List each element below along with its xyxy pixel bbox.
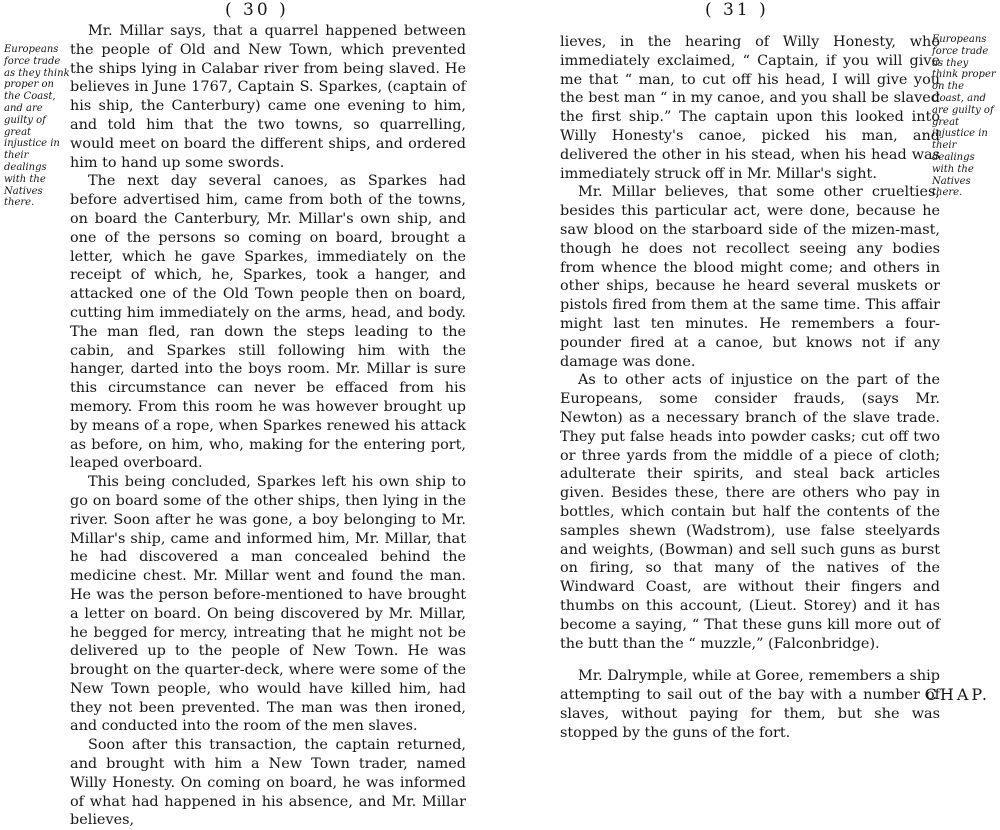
paragraph: The next day several canoes, as Sparkes had before advertised him, came from both of the towns, on board the Canterbury, Mr. Millar's own ship, and one of the persons so coming on board, brought a letter, which he gave Sparkes, immediately on the receipt of which, he, Sparkes, took a hanger, and attacked one of the Old Town people then on board, cutting him immediately on the arms, head, and body. The man fled, ran down the steps leading to the cabin, and Sparkes still following him with the hanger, darted into the boys room. Mr. Millar is sure this circumstance can never be effaced from his memory. From this room he was however brought up by means of a rope, when Sparkes renewed his attack as before, on him, who, making for the entering port, leaped overboard. [70, 173, 466, 472]
marginal-note: Europeans force trade as they think proper on the Coast, and are guilty of great injustice in their dealings with the Natives there. [932, 34, 996, 199]
body-text [70, 22, 466, 830]
marginal-note: Europeans force trade as they think proper on the Coast, and are guilty of great injustice in their dealings with the Natives there. [4, 44, 70, 209]
body-text [560, 33, 940, 742]
page-number: ( 30 ) [225, 0, 289, 20]
paragraph: This being concluded, Sparkes left his own ship to go on board some of the other ships, then lying in the river. Soon after he was gone, a boy belonging to Mr. Millar's ship, came and informed him, Mr. Millar, that he had discovered a man concealed behind the medicine chest. Mr. Millar went and found the man. He was the person before-mentioned to have brought a letter on board. On being discovered by Mr. Millar, he begged for mercy, intreating that he might not be delivered up to the people of New Town. He was brought on the quarter-deck, where were some of the New Town people, who would have killed him, had they not been prevented. The man was then ironed, and conducted into the room of the men slaves. [70, 474, 466, 735]
continuation-paragraph: lieves, in the hearing of Willy Honesty, who immediately exclaimed, “ Captain, if you will give me that “ man, to cut off his head, I will give you the best man “ in my canoe, and you shall be slaved the first ship.” The captain upon this looked into Willy Honesty's canoe, picked his man, and delivered the other in his stead, when his head was immediately struck off in Mr. Millar's sight. [560, 34, 940, 182]
paragraph: Soon after this transaction, the captain returned, and brought with him a New Town trader, named Willy Honesty. On coming on board, he was informed of what had happened in his absence, and Mr. Millar believes, [70, 737, 466, 829]
paragraph: Mr. Dalrymple, while at Goree, remembers a ship attempting to sail out of the bay with a number of slaves, without paying for them, but she was stopped by the guns of the fort. [560, 668, 940, 741]
page-number: ( 31 ) [705, 0, 769, 20]
left-page [0, 0, 500, 829]
right-page [500, 0, 1000, 741]
paragraph: As to other acts of injustice on the part of the Europeans, some consider frauds, (says Mr. Newton) as a necessary branch of the slave trade. They put false heads into powder casks; cut off two or three yards from the middle of a piece of cloth; adulterate their spirits, and steal back articles given. Besides these, there are others who pay in bottles, which contain but half the contents of the samples shewn (Wadstrom), use false steelyards and weights, (Bowman) and sell such guns as burst on firing, so that many of the natives of the Windward Coast, are without their fingers and thumbs on this account, (Lieut. Storey) and it has become a saying, “ That these guns kill more out of the butt than the “ muzzle,” (Falconbridge). [560, 372, 940, 652]
catchword: CHAP. [924, 685, 990, 704]
paragraph: Mr. Millar believes, that some other cruelties, besides this particular act, were done, because he saw blood on the starboard side of the mizen-mast, though he does not recollect seeing any bodies from whence the blood might come; and others in other ships, because he heard several muskets or pistols fired from them at the same time. This affair might last ten minutes. He remembers a four-pounder fired at a canoe, but knows not if any damage was done. [560, 184, 940, 370]
paragraph: Mr. Millar says, that a quarrel happened between the people of Old and New Town, which prevented the ships lying in Calabar river from being slaved. He believes in June 1767, Captain S. Sparkes, (captain of his ship, the Canterbury) came one evening to him, and told him that the two towns, so quarrelling, would meet on board the different ships, and ordered him to hand up some swords. [70, 23, 466, 171]
